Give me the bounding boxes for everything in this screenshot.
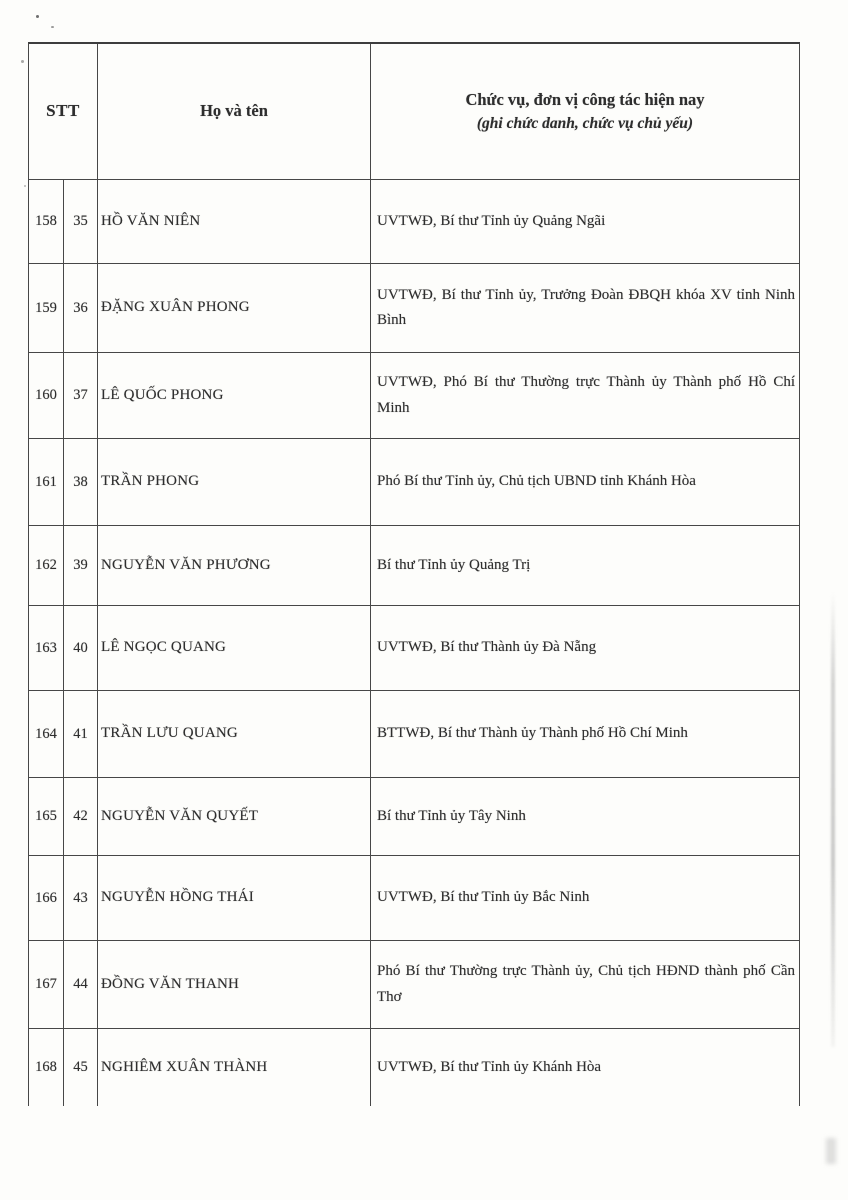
name-cell: HỒ VĂN NIÊN [98, 180, 371, 263]
position-cell: UVTWĐ, Bí thư Tỉnh ủy, Trưởng Đoàn ĐBQH khóa XV tỉnh Ninh Bình [377, 286, 795, 328]
table-row [29, 353, 799, 439]
position-cell: UVTWĐ, Bí thư Tỉnh ủy Quảng Ngãi [377, 212, 606, 229]
table-row [29, 264, 799, 353]
sub-number-cell: 36 [64, 264, 98, 352]
table-row [29, 526, 799, 606]
scan-smudge [826, 1138, 836, 1164]
row-number-cell: 166 [29, 856, 64, 940]
row-number-cell: 159 [29, 264, 64, 352]
position-cell: Bí thư Tỉnh ủy Quảng Trị [377, 556, 531, 573]
row-number-cell: 158 [29, 180, 64, 263]
sub-number-cell: 37 [64, 353, 98, 438]
table-row [29, 778, 799, 856]
scan-speck [36, 15, 39, 18]
table-row [29, 941, 799, 1029]
table-row [29, 180, 799, 264]
row-number-cell: 161 [29, 439, 64, 525]
table-row [29, 856, 799, 941]
name-cell: NGHIÊM XUÂN THÀNH [98, 1029, 371, 1106]
name-cell: TRẦN LƯU QUANG [98, 691, 371, 777]
table-row [29, 691, 799, 778]
row-number-cell: 168 [29, 1029, 64, 1106]
row-number-cell: 165 [29, 778, 64, 855]
scan-speck [21, 60, 24, 63]
table-row [29, 1029, 799, 1106]
name-cell: LÊ NGỌC QUANG [98, 606, 371, 690]
position-cell: UVTWĐ, Bí thư Tỉnh ủy Khánh Hòa [377, 1058, 602, 1075]
table-row [29, 439, 799, 526]
header-position [371, 44, 799, 179]
sub-number-cell: 42 [64, 778, 98, 855]
row-number-cell: 162 [29, 526, 64, 605]
scan-speck [24, 185, 26, 187]
name-cell: LÊ QUỐC PHONG [98, 353, 371, 438]
name-cell: ĐẶNG XUÂN PHONG [98, 264, 371, 352]
name-cell: NGUYỄN VĂN PHƯƠNG [98, 526, 371, 605]
sub-number-cell: 44 [64, 941, 98, 1028]
header-name: Họ và tên [98, 44, 371, 179]
position-cell: Bí thư Tỉnh ủy Tây Ninh [377, 807, 526, 824]
scan-smudge [831, 592, 835, 1047]
header-position-title: Chức vụ, đơn vị công tác hiện nay [465, 89, 705, 109]
header-position-subtitle: (ghi chức danh, chức vụ chủ yếu) [476, 115, 694, 133]
sub-number-cell: 41 [64, 691, 98, 777]
scan-speck [51, 26, 54, 28]
sub-number-cell: 45 [64, 1029, 98, 1106]
position-cell: BTTWĐ, Bí thư Thành ủy Thành phố Hồ Chí Minh [377, 725, 688, 742]
position-cell: UVTWĐ, Bí thư Tỉnh ủy Bắc Ninh [377, 889, 590, 906]
table-header-row [29, 44, 799, 180]
position-cell: Phó Bí thư Tỉnh ủy, Chủ tịch UBND tỉnh Khánh Hòa [377, 473, 696, 490]
sub-number-cell: 38 [64, 439, 98, 525]
position-cell: UVTWĐ, Bí thư Thành ủy Đà Nẵng [377, 639, 597, 656]
row-number-cell: 167 [29, 941, 64, 1028]
officials-table [28, 42, 800, 1106]
header-stt: STT [29, 44, 98, 179]
row-number-cell: 160 [29, 353, 64, 438]
name-cell: NGUYỄN HỒNG THÁI [98, 856, 371, 940]
sub-number-cell: 40 [64, 606, 98, 690]
sub-number-cell: 35 [64, 180, 98, 263]
name-cell: ĐỒNG VĂN THANH [98, 941, 371, 1028]
table-row [29, 606, 799, 691]
row-number-cell: 163 [29, 606, 64, 690]
name-cell: TRẦN PHONG [98, 439, 371, 525]
sub-number-cell: 43 [64, 856, 98, 940]
name-cell: NGUYỄN VĂN QUYẾT [98, 778, 371, 855]
row-number-cell: 164 [29, 691, 64, 777]
position-cell: UVTWĐ, Phó Bí thư Thường trực Thành ủy Thành phố Hồ Chí Minh [377, 374, 795, 416]
position-cell: Phó Bí thư Thường trực Thành ủy, Chủ tịch HĐND thành phố Cần Thơ [377, 963, 795, 1005]
sub-number-cell: 39 [64, 526, 98, 605]
